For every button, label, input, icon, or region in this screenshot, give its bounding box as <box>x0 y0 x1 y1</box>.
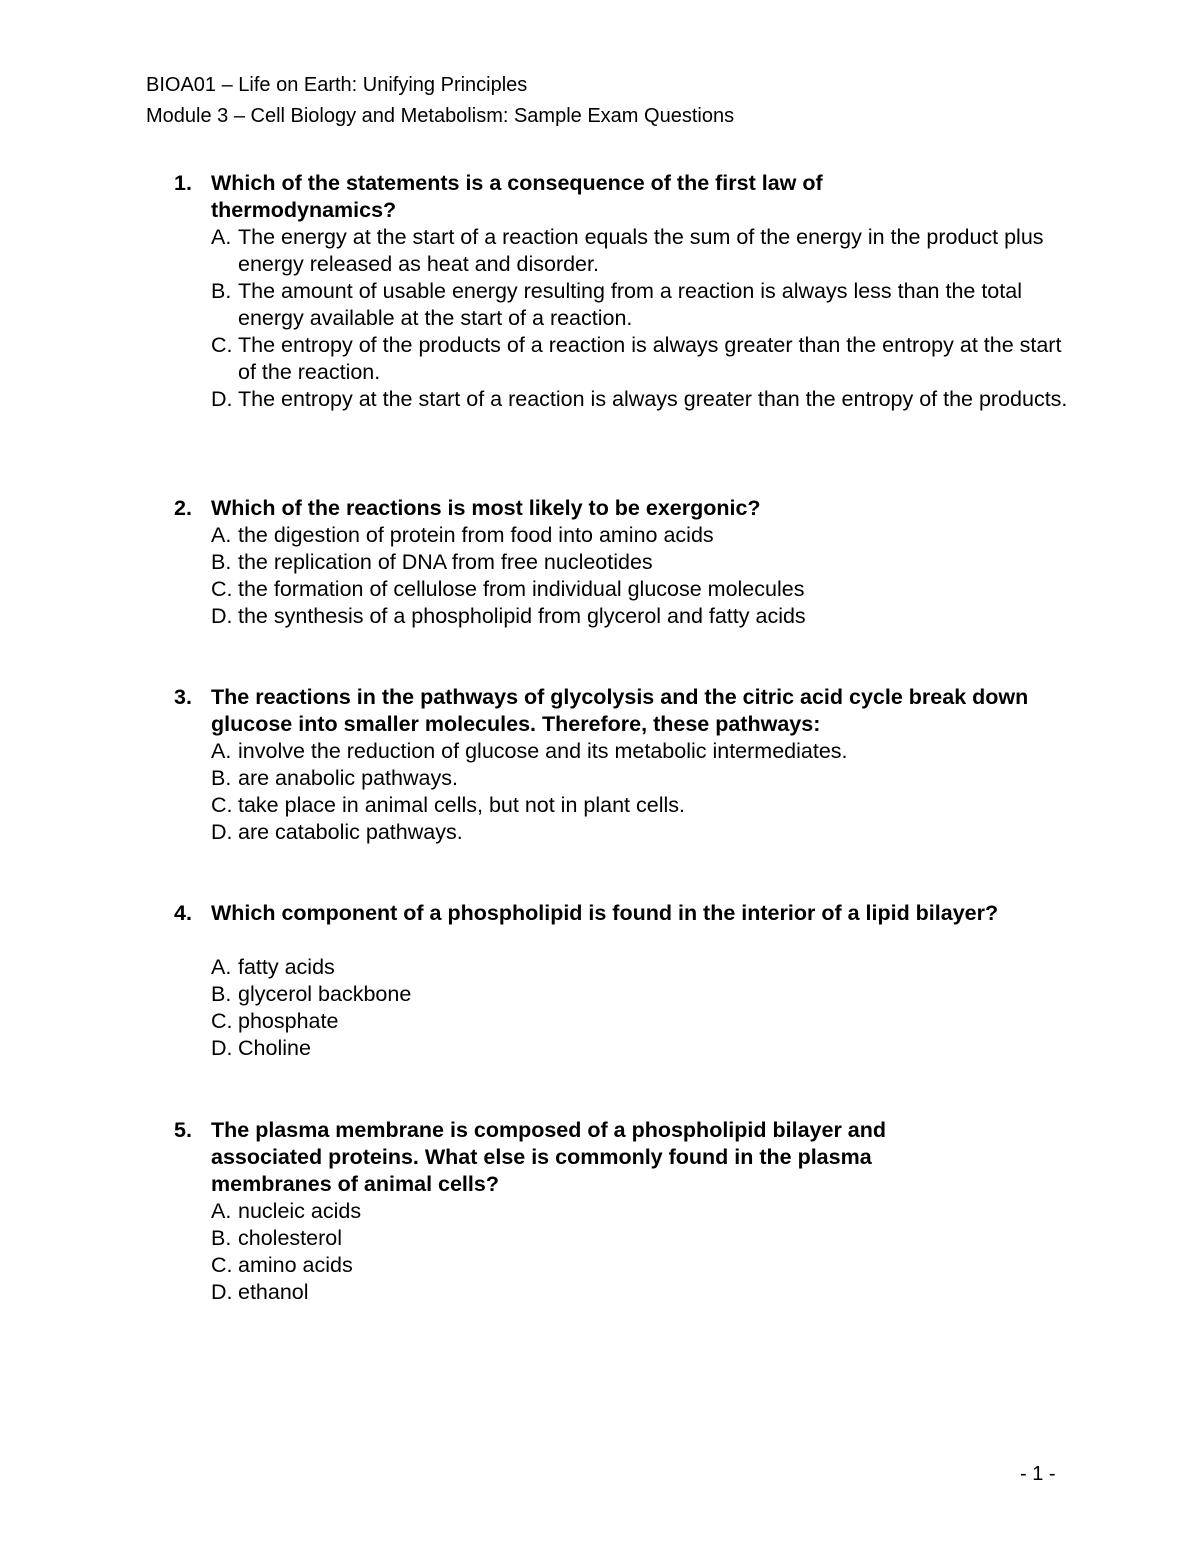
option-letter: B. <box>211 1226 232 1250</box>
question-number: 4. <box>174 901 192 925</box>
question-text: Which of the statements is a consequence of the first law of thermodynamics? <box>211 171 823 222</box>
option-text: nucleic acids <box>238 1199 362 1223</box>
question-number: 5. <box>174 1118 192 1142</box>
question-text: Which component of a phospholipid is found in the interior of a lipid bilayer? <box>211 901 999 925</box>
option-letter: A. <box>211 955 232 979</box>
answer-option <box>211 819 1071 846</box>
option-letter: B. <box>211 550 232 574</box>
answer-option <box>211 1008 1071 1035</box>
answer-options <box>211 522 1071 630</box>
option-letter: A. <box>211 1199 232 1223</box>
module-title: Module 3 – Cell Biology and Metabolism: Sample Exam Questions <box>146 105 735 127</box>
option-letter: C. <box>211 1253 233 1277</box>
answer-option <box>211 386 1071 413</box>
option-letter: C. <box>211 333 233 357</box>
option-letter: C. <box>211 577 233 601</box>
option-letter: B. <box>211 279 232 303</box>
answer-option <box>211 224 1071 278</box>
option-text: involve the reduction of glucose and its metabolic intermediates. <box>238 739 848 763</box>
answer-option <box>211 576 1071 603</box>
question-text: Which of the reactions is most likely to be exergonic? <box>211 496 761 520</box>
question-number: 3. <box>174 685 192 709</box>
option-text: are anabolic pathways. <box>238 766 458 790</box>
answer-option <box>211 792 1071 819</box>
option-letter: C. <box>211 1009 233 1033</box>
answer-option <box>211 1252 1071 1279</box>
option-text: take place in animal cells, but not in plant cells. <box>238 793 685 817</box>
answer-options <box>211 224 1071 413</box>
option-text: the synthesis of a phospholipid from glycerol and fatty acids <box>238 604 806 628</box>
option-text: cholesterol <box>238 1226 342 1250</box>
option-letter: D. <box>211 387 233 411</box>
answer-option <box>211 278 1071 332</box>
answer-option <box>211 981 1071 1008</box>
question-text: The plasma membrane is composed of a phospholipid bilayer and associated proteins. What else is commonly found in the plasma membranes of animal cells? <box>211 1118 887 1196</box>
option-letter: D. <box>211 1036 233 1060</box>
option-text: fatty acids <box>238 955 335 979</box>
answer-option <box>211 1198 1071 1225</box>
option-text: are catabolic pathways. <box>238 820 463 844</box>
option-letter: D. <box>211 1280 233 1304</box>
option-text: the formation of cellulose from individual glucose molecules <box>238 577 805 601</box>
option-text: the replication of DNA from free nucleotides <box>238 550 653 574</box>
option-letter: A. <box>211 225 232 249</box>
answer-option <box>211 603 1071 630</box>
answer-option <box>211 738 1071 765</box>
answer-option <box>211 1035 1071 1062</box>
answer-option <box>211 549 1071 576</box>
answer-option <box>211 332 1071 386</box>
option-letter: A. <box>211 739 232 763</box>
answer-option <box>211 522 1071 549</box>
option-text: ethanol <box>238 1280 309 1304</box>
question-text: The reactions in the pathways of glycolysis and the citric acid cycle break down glucose into smaller molecules. Therefore, these pathways: <box>211 685 1029 736</box>
question-number: 1. <box>174 171 192 195</box>
answer-option <box>211 1225 1071 1252</box>
answer-options <box>211 738 1071 846</box>
answer-options <box>211 1198 1071 1306</box>
option-text: The entropy of the products of a reaction is always greater than the entropy at the start of the reaction. <box>238 333 1062 384</box>
option-text: amino acids <box>238 1253 353 1277</box>
option-text: The amount of usable energy resulting from a reaction is always less than the total energy available at the start of a reaction. <box>238 279 1022 330</box>
option-letter: B. <box>211 766 232 790</box>
option-text: the digestion of protein from food into amino acids <box>238 523 714 547</box>
answer-option <box>211 954 1071 981</box>
option-text: Choline <box>238 1036 311 1060</box>
question-number: 2. <box>174 496 192 520</box>
option-letter: A. <box>211 523 232 547</box>
page-number: - 1 - <box>1020 1463 1056 1485</box>
answer-option <box>211 1279 1071 1306</box>
course-title: BIOA01 – Life on Earth: Unifying Principles <box>146 74 528 96</box>
option-text: phosphate <box>238 1009 339 1033</box>
option-letter: C. <box>211 793 233 817</box>
answer-options <box>211 954 1071 1062</box>
option-letter: D. <box>211 604 233 628</box>
option-letter: D. <box>211 820 233 844</box>
option-text: The energy at the start of a reaction equals the sum of the energy in the product plus energy released as heat and disorder. <box>238 225 1044 276</box>
answer-option <box>211 765 1071 792</box>
option-text: The entropy at the start of a reaction is always greater than the entropy of the products. <box>238 387 1068 411</box>
option-text: glycerol backbone <box>238 982 412 1006</box>
option-letter: B. <box>211 982 232 1006</box>
